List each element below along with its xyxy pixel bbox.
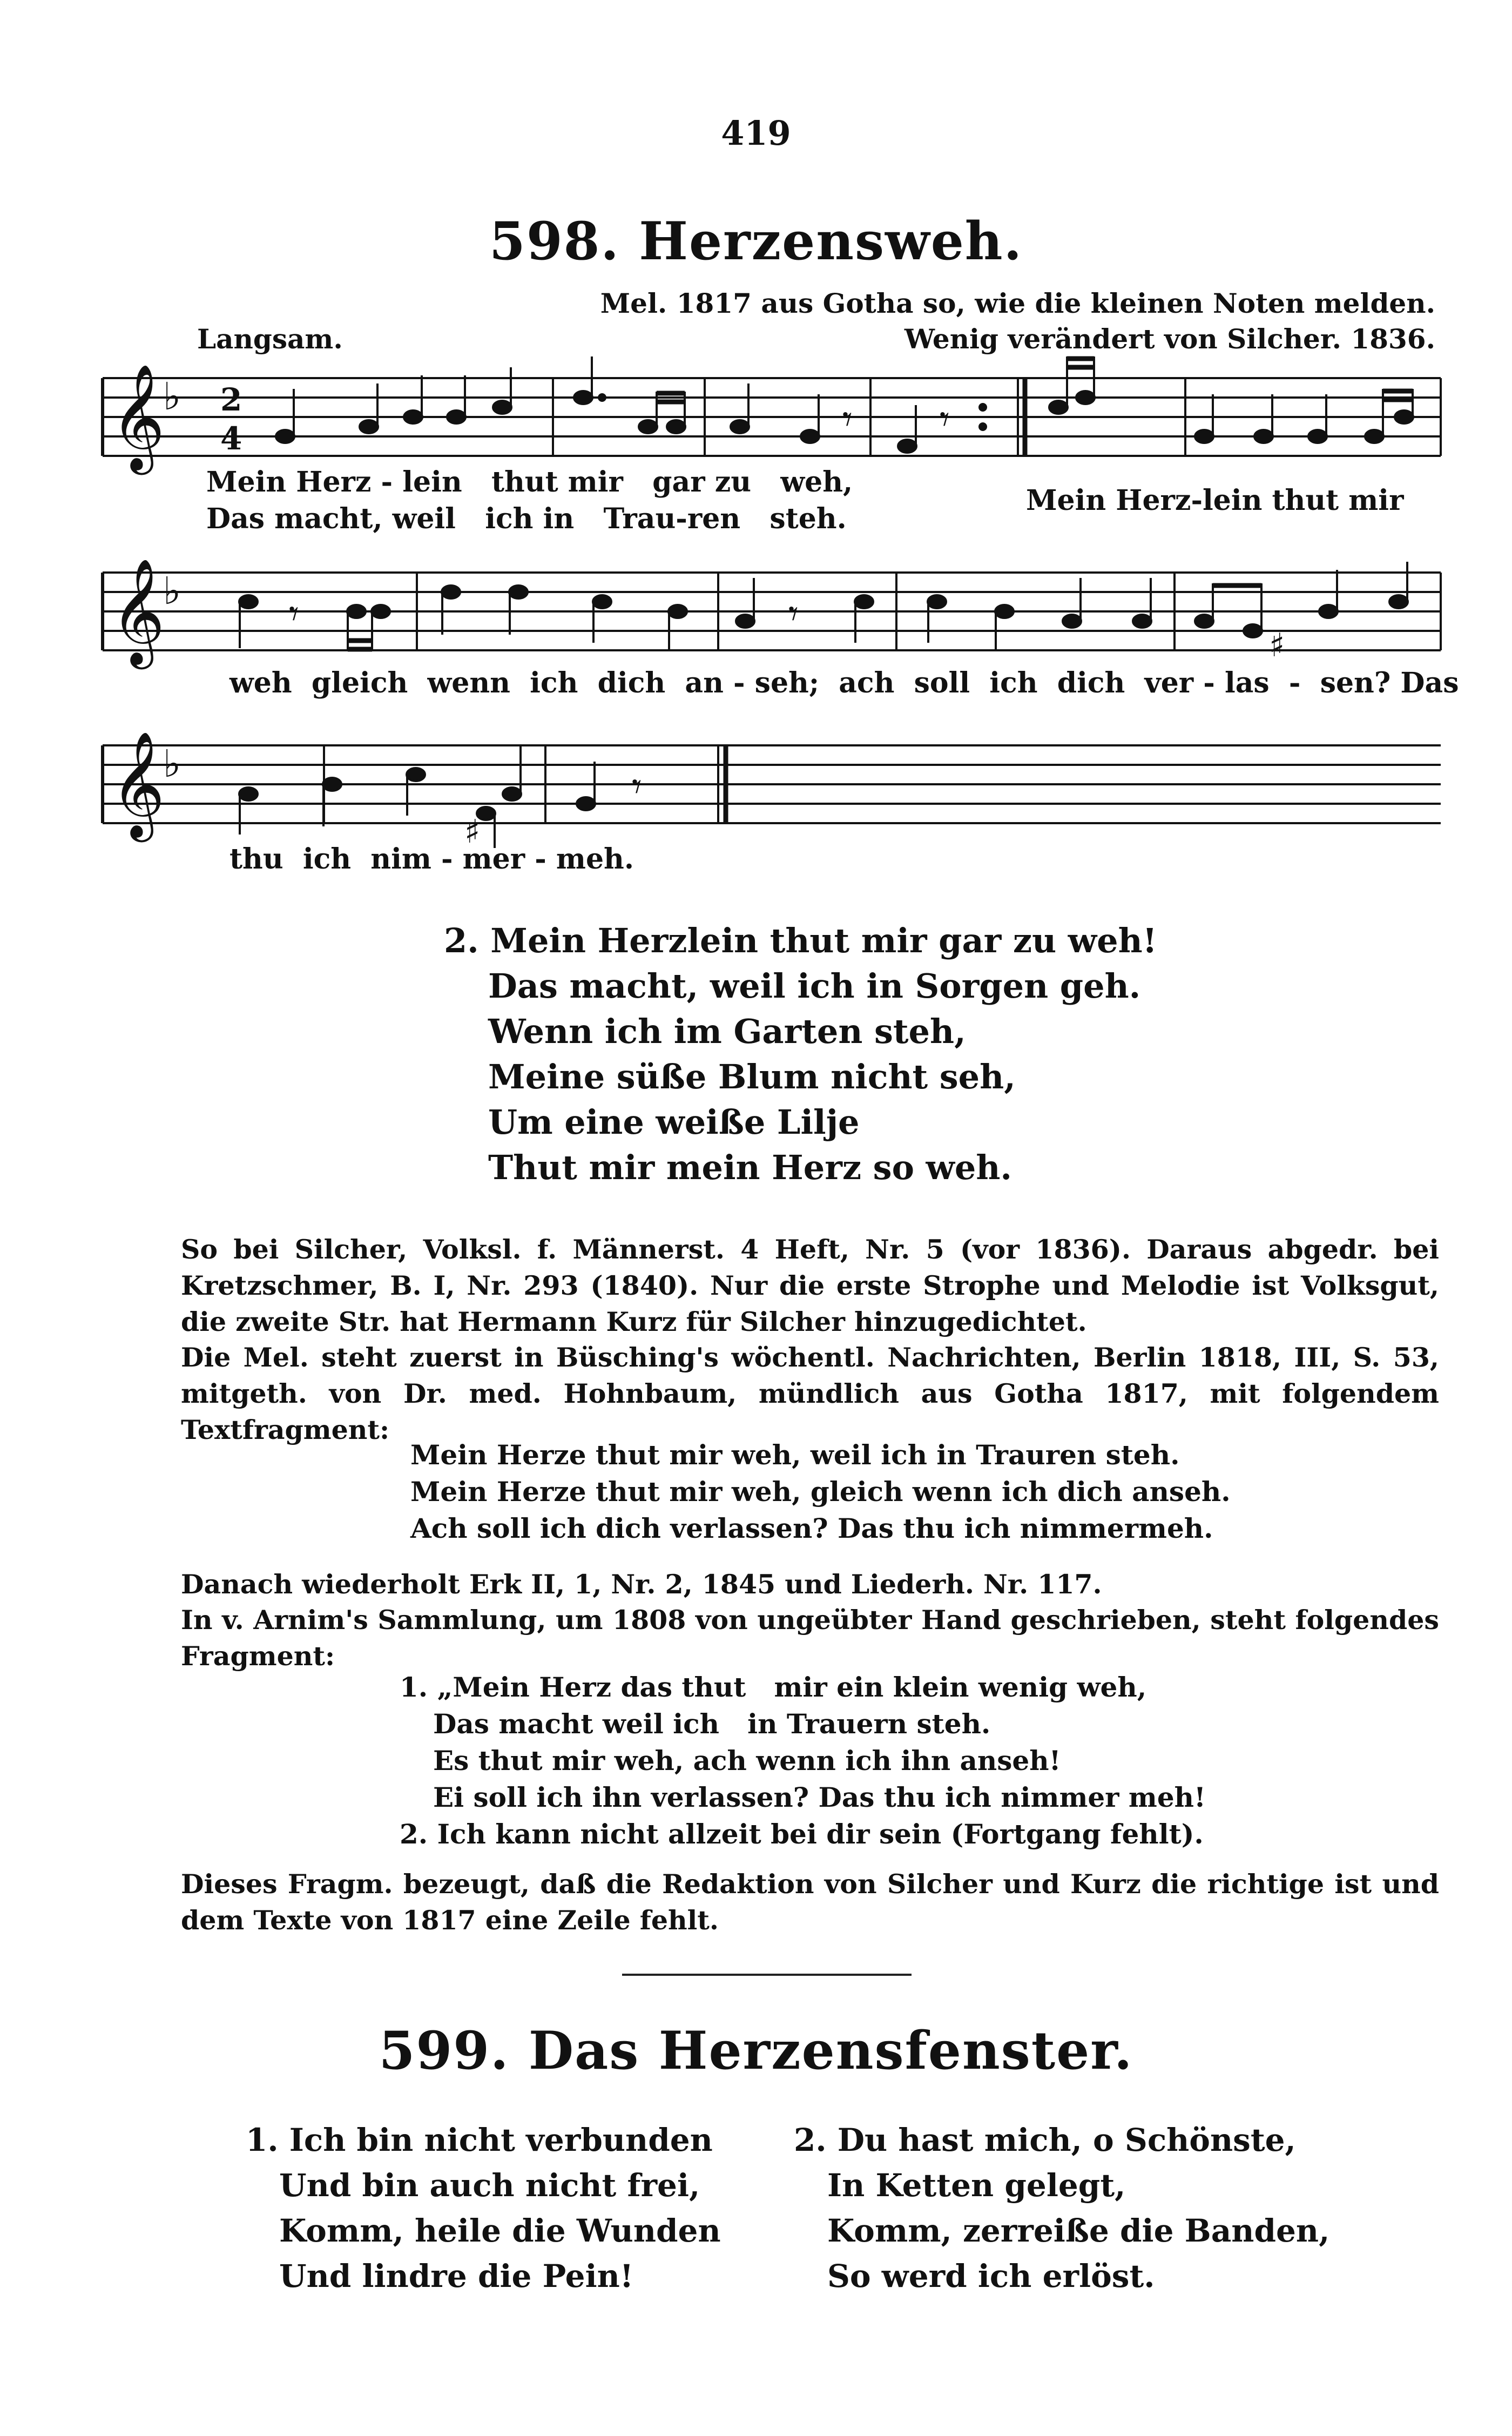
svg-text:𝄾: 𝄾	[788, 591, 799, 636]
svg-text:𝄾: 𝄾	[632, 764, 642, 809]
stanza-2-line: So werd ich erlöst.	[827, 2258, 1155, 2294]
svg-text:4: 4	[220, 420, 242, 457]
fragment-arnim-line: Das macht weil ich in Trauern steh.	[433, 1708, 991, 1740]
music-system-1	[0, 346, 1512, 486]
fragment-arnim-line: Es thut mir weh, ach wenn ich ihn anseh!	[433, 1745, 1061, 1776]
verse-2-line: 2. Mein Herzlein thut mir gar zu weh!	[444, 921, 1157, 960]
melody-source-line-1: Mel. 1817 aus Gotha so, wie die kleinen Noten melden.	[600, 287, 1435, 319]
song-599-title: Das Herzensfenster.	[528, 2020, 1133, 2081]
stanza-1-line: 1. Ich bin nicht verbunden	[246, 2122, 713, 2158]
song-599-stanza-1	[246, 2117, 721, 2299]
system-3-lyrics: thu ich nim - mer - meh.	[230, 843, 634, 876]
song-599-number: 599.	[379, 2020, 510, 2081]
stanza-2-line: 2. Du hast mich, o Schönste,	[794, 2122, 1296, 2158]
song-599-heading	[0, 2020, 1512, 2081]
fragment-arnim	[400, 1669, 1206, 1853]
svg-text:2: 2	[220, 381, 242, 418]
commentary-paragraph-1: So bei Silcher, Volksl. f. Männerst. 4 Heft, Nr. 5 (vor 1836). Daraus abgedr. bei Kretzschmer, B. I, Nr. 293 (1840). Nur die erste Strophe und Melodie ist Volksgut, die zweite Str. hat Hermann Kurz für Silcher hinzugedichtet.	[181, 1234, 1439, 1337]
verse-2-line: Meine süße Blum nicht seh,	[488, 1057, 1016, 1096]
page-number: 419	[721, 113, 791, 153]
staff-2-notation	[0, 540, 1512, 675]
verse-2-line: Wenn ich im Garten steh,	[488, 1012, 966, 1051]
tempo-marking: Langsam.	[197, 323, 343, 355]
svg-text:𝄞: 𝄞	[111, 731, 165, 838]
stanza-1-line: Komm, heile die Wunden	[279, 2212, 721, 2249]
commentary-paragraph-3: Danach wiederholt Erk II, 1, Nr. 2, 1845 und Liederh. Nr. 117.	[181, 1569, 1102, 1600]
verse-2-line: Um eine weiße Lilje	[488, 1102, 860, 1142]
commentary-paragraph-4: In v. Arnim's Sammlung, um 1808 von ungeübter Hand geschrieben, steht folgendes Fragment:	[181, 1604, 1439, 1672]
section-divider	[622, 1974, 912, 1976]
fragment-1817-line: Mein Herze thut mir weh, weil ich in Trauren steh.	[410, 1439, 1180, 1471]
system-1-lyrics-line-2: Das macht, weil ich in Trau-ren steh.	[206, 502, 847, 535]
stanza-2-line: In Ketten gelegt,	[827, 2167, 1126, 2204]
verse-2-line: Das macht, weil ich in Sorgen geh.	[488, 966, 1141, 1006]
song-598-title: Herzensweh.	[639, 211, 1023, 272]
svg-text:♭: ♭	[163, 569, 181, 613]
commentary-paragraph-2: Die Mel. steht zuerst in Büsching's wöchentl. Nachrichten, Berlin 1818, III, S. 53, mitgeth. von Dr. med. Hohnbaum, mündlich aus Gotha 1817, mit folgendem Textfragment:	[181, 1342, 1439, 1445]
svg-text:𝄞: 𝄞	[111, 364, 165, 470]
system-1-lyrics-refrain: Mein Herz-lein thut mir	[1026, 484, 1404, 517]
fragment-1817	[410, 1437, 1231, 1547]
fragment-1817-line: Ach soll ich dich verlassen? Das thu ich nimmermeh.	[410, 1512, 1213, 1544]
fragment-arnim-line: Ei soll ich ihn verlassen? Das thu ich nimmer meh!	[433, 1781, 1206, 1813]
verse-2-line: Thut mir mein Herz so weh.	[488, 1148, 1012, 1187]
music-system-2	[0, 540, 1512, 675]
commentary-paragraph-5: Dieses Fragm. bezeugt, daß die Redaktion von Silcher und Kurz die richtige ist und dem Texte von 1817 eine Zeile fehlt.	[181, 1868, 1439, 1936]
song-598-number: 598.	[489, 211, 620, 272]
fragment-1817-line: Mein Herze thut mir weh, gleich wenn ich dich anseh.	[410, 1476, 1231, 1508]
stanza-1-line: Und lindre die Pein!	[279, 2258, 634, 2294]
svg-text:♭: ♭	[163, 742, 181, 786]
fragment-arnim-line: 1. „Mein Herz das thut mir ein klein wenig weh,	[400, 1671, 1147, 1703]
fragment-arnim-line: 2. Ich kann nicht allzeit bei dir sein (Fortgang fehlt).	[400, 1818, 1204, 1850]
staff-1-notation	[0, 346, 1512, 486]
staff-3-notation	[0, 713, 1512, 864]
stanza-1-line: Und bin auch nicht frei,	[279, 2167, 700, 2204]
melody-source-line-2: Wenig verändert von Silcher. 1836.	[904, 323, 1435, 355]
svg-text:♯: ♯	[464, 813, 481, 851]
svg-text:𝄾: 𝄾	[289, 591, 299, 636]
svg-text:♯: ♯	[1269, 627, 1285, 664]
svg-text:𝄾: 𝄾	[842, 397, 853, 441]
verse-2	[444, 918, 1157, 1190]
svg-text:♭: ♭	[163, 374, 181, 419]
song-599-stanza-2	[794, 2117, 1329, 2299]
stanza-2-line: Komm, zerreiße die Banden,	[827, 2212, 1330, 2249]
system-1-lyrics-line-1: Mein Herz - lein thut mir gar zu weh,	[206, 466, 853, 499]
svg-text:𝄞: 𝄞	[111, 558, 165, 665]
system-2-lyrics: weh gleich wenn ich dich an - seh; ach soll ich dich ver - las - sen? Das	[230, 667, 1459, 699]
svg-text:𝄾: 𝄾	[940, 397, 950, 441]
song-598-heading	[0, 211, 1512, 272]
music-system-3	[0, 713, 1512, 864]
